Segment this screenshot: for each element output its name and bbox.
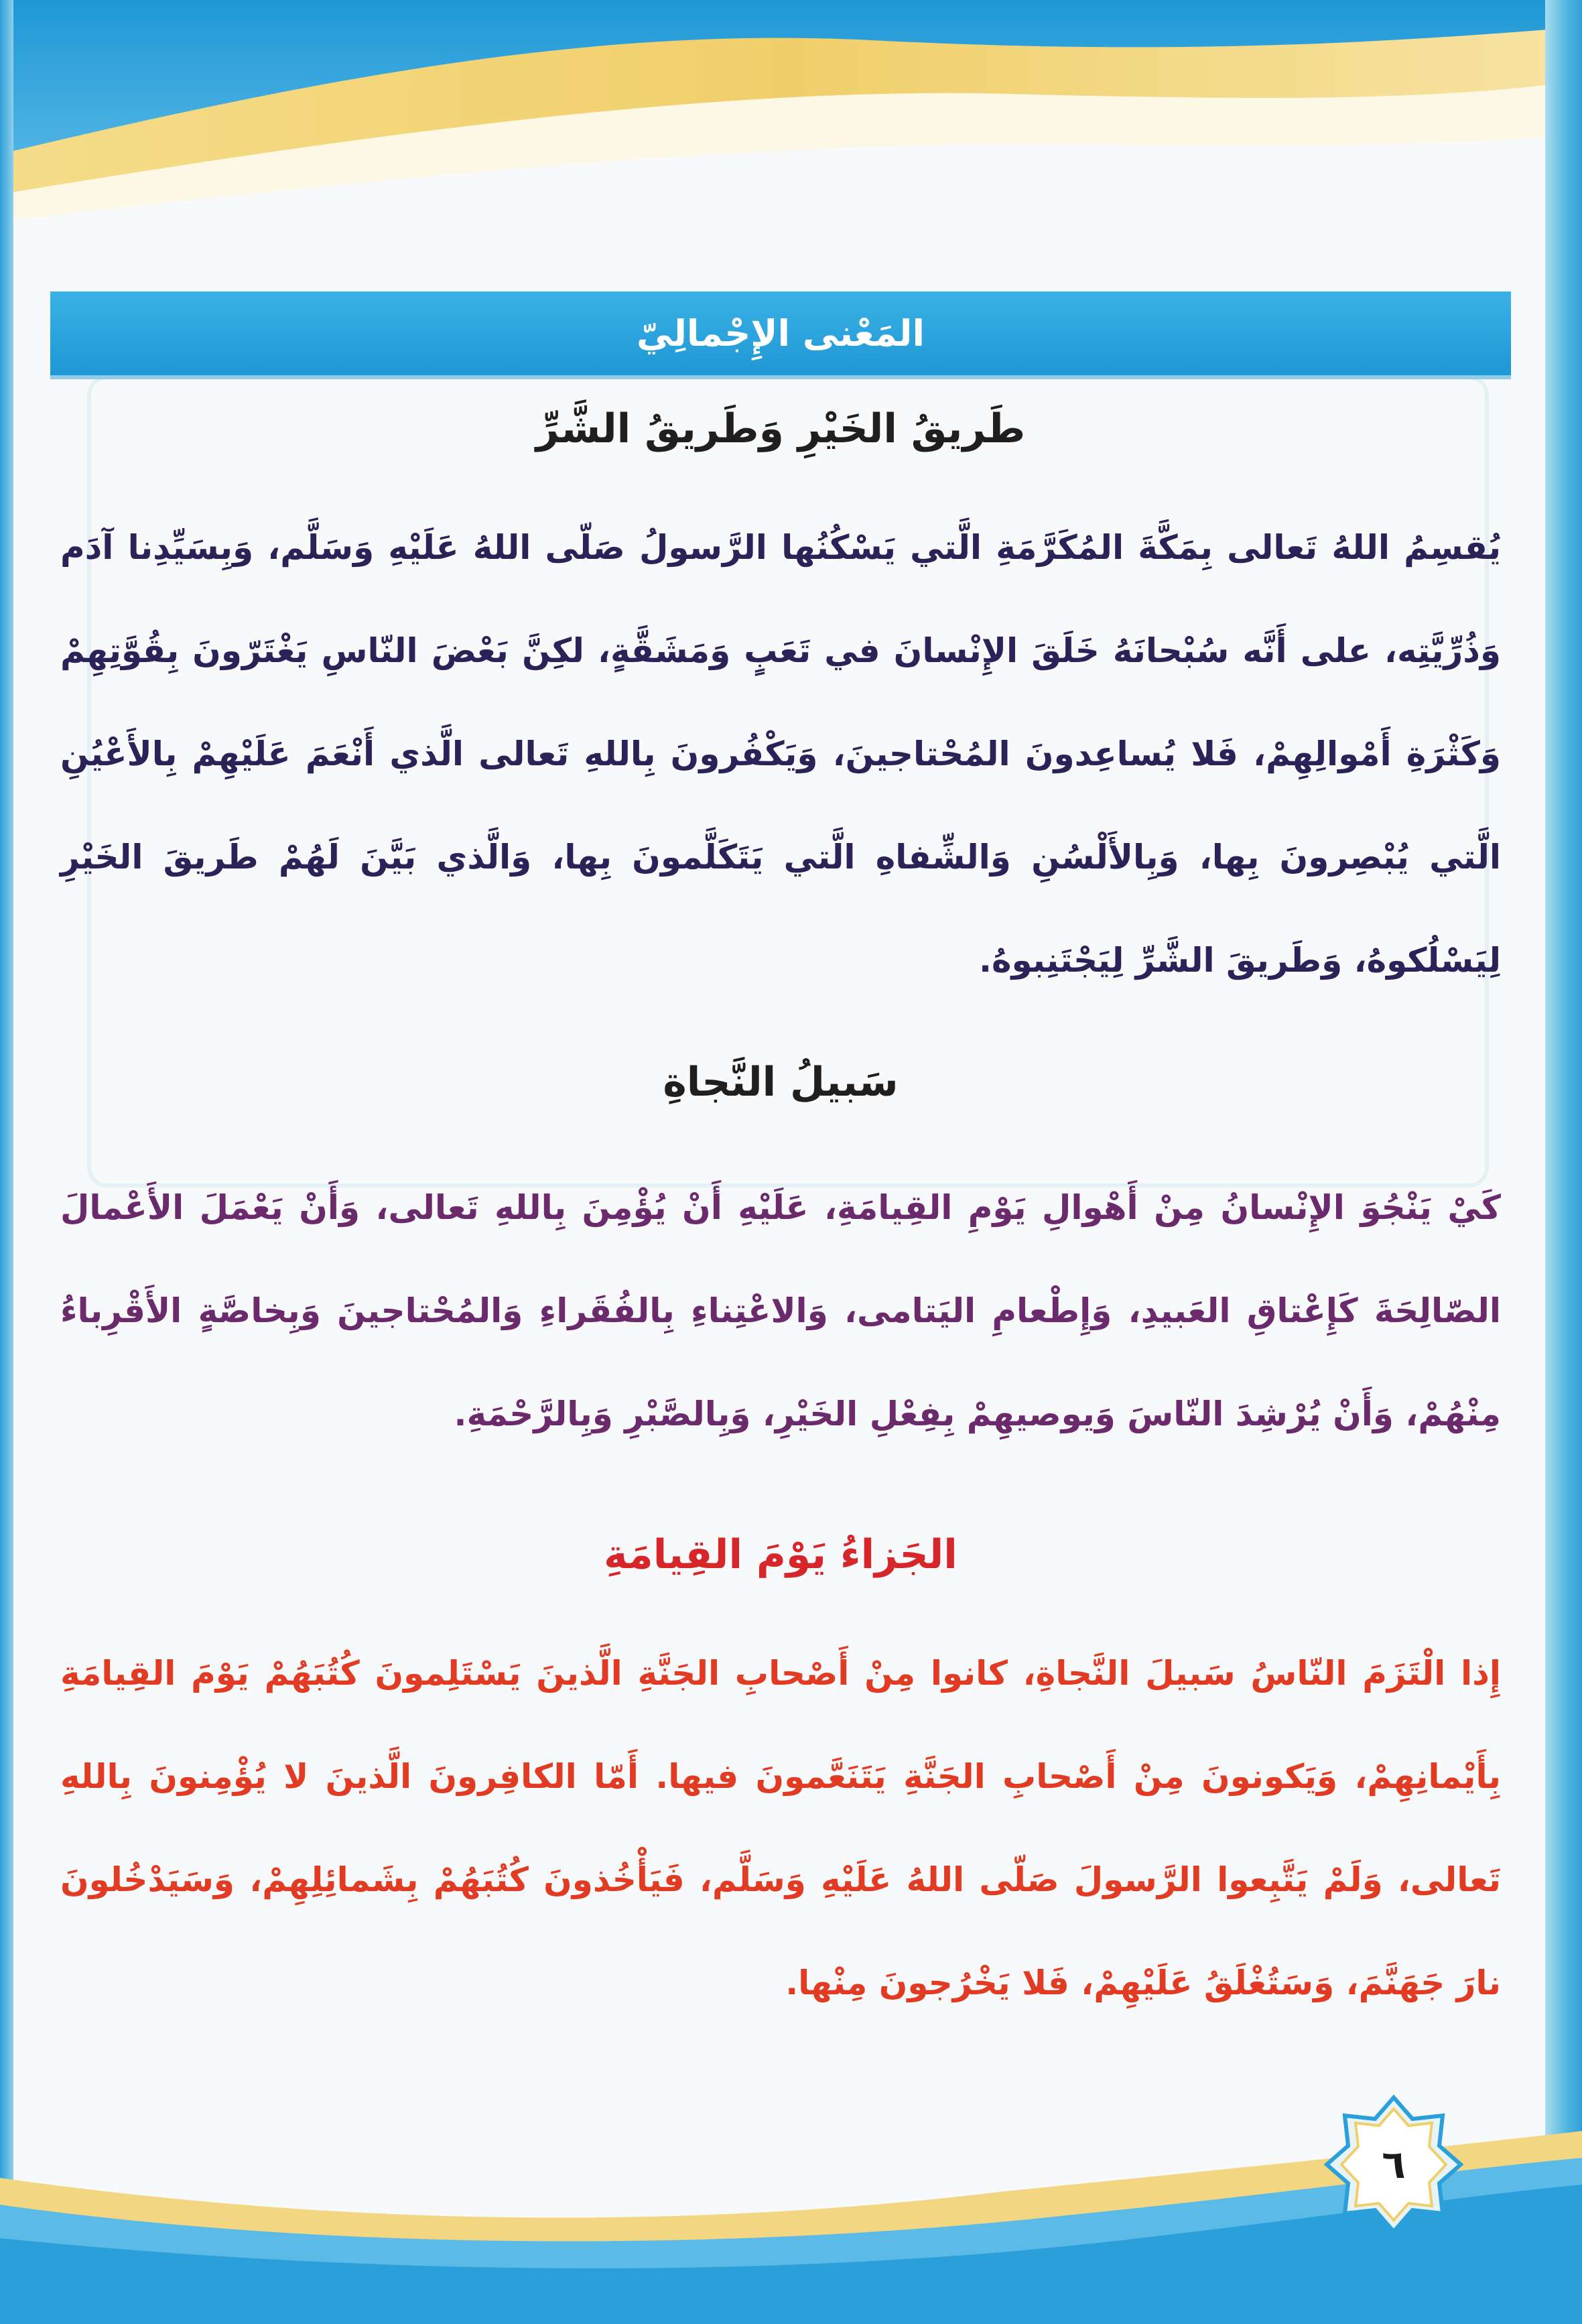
summary-header-title: المَعْنى الإِجْمالِيّ xyxy=(637,312,925,354)
page-number: ٦ xyxy=(1382,2142,1406,2187)
page-number-badge xyxy=(1323,2094,1464,2235)
section-heading-path-of-salvation: سَبيلُ النَّجاةِ xyxy=(663,1059,899,1106)
section-body-path-of-salvation: كَيْ يَنْجُوَ الإِنْسانُ مِنْ أَهْوالِ يَوْمِ القِيامَةِ، عَلَيْهِ أَنْ يُؤْمِنَ بِاللهِ تَعالى، وَأَنْ يَعْمَلَ الأَعْمالَ الصّالِحَةَ كَإِعْتاقِ العَبيدِ، وَإِطْعامِ اليَتامى، وَالاعْتِناءِ بِالفُقَراءِ وَالمُحْتاجينَ وَبِخاصَّةٍ الأَقْرِباءُ مِنْهُمْ، وَأَنْ يُرْشِدَ النّاسَ وَيوصيهِمْ بِفِعْلِ الخَيْرِ، وَبِالصَّبْرِ وَبِالرَّحْمَةِ. xyxy=(60,1188,1501,1433)
section-heading-judgment-day-reward: الجَزاءُ يَوْمَ القِيامَةِ xyxy=(604,1531,958,1578)
left-decorative-border xyxy=(0,0,13,2324)
section-body-good-and-evil: يُقسِمُ اللهُ تَعالى بِمَكَّةَ المُكَرَّمَةِ الَّتي يَسْكُنُها الرَّسولُ صَلّى اللهُ عَلَيْهِ وَسَلَّم، وَبِسَيِّدِنا آدَم وَذُرِّيَّتِه، على أَنَّه سُبْحانَهُ خَلَقَ الإِنْسانَ في تَعَبٍ وَمَشَقَّةٍ، لكِنَّ بَعْضَ النّاسِ يَغْتَرّونَ بِقُوَّتِهِمْ وَكَثْرَةِ أَمْوالِهِمْ، فَلا يُساعِدونَ المُحْتاجينَ، وَيَكْفُرونَ بِاللهِ تَعالى الَّذي أَنْعَمَ عَلَيْهِمْ بِالأَعْيُنِ الَّتي يُبْصِرونَ بِها، وَبِالأَلْسُنِ وَالشِّفاهِ الَّتي يَتَكَلَّمونَ بِها، وَالَّذي بَيَّنَ لَهُمْ طَريقَ الخَيْرِ لِيَسْلُكوهُ، وَطَريقَ الشَّرِّ لِيَجْتَنِبوهُ. xyxy=(60,528,1501,980)
section-heading-good-and-evil: طَريقُ الخَيْرِ وَطَريقُ الشَّرِّ xyxy=(535,405,1026,452)
top-decorative-wave xyxy=(0,0,1582,241)
section-body-judgment-day-reward: إِذا الْتَزَمَ النّاسُ سَبيلَ النَّجاةِ، كانوا مِنْ أَصْحابِ الجَنَّةِ الَّذينَ يَسْتَلِمونَ كُتُبَهُمْ يَوْمَ القِيامَةِ بِأَيْمانِهِمْ، وَيَكونونَ مِنْ أَصْحابِ الجَنَّةِ يَتَنَعَّمونَ فيها. أَمّا الكافِرونَ الَّذينَ لا يُؤْمِنونَ بِاللهِ تَعالى، وَلَمْ يَتَّبِعوا الرَّسولَ صَلّى اللهُ عَلَيْهِ وَسَلَّم، فَيَأْخُذونَ كُتُبَهُمْ بِشَمائِلِهِمْ، وَسَيَدْخُلونَ نارَ جَهَنَّمَ، وَسَتُغْلَقُ عَلَيْهِمْ، فَلا يَخْرُجونَ مِنْها. xyxy=(60,1654,1501,2002)
summary-header-bar xyxy=(50,292,1511,375)
right-decorative-border xyxy=(1545,0,1582,2324)
